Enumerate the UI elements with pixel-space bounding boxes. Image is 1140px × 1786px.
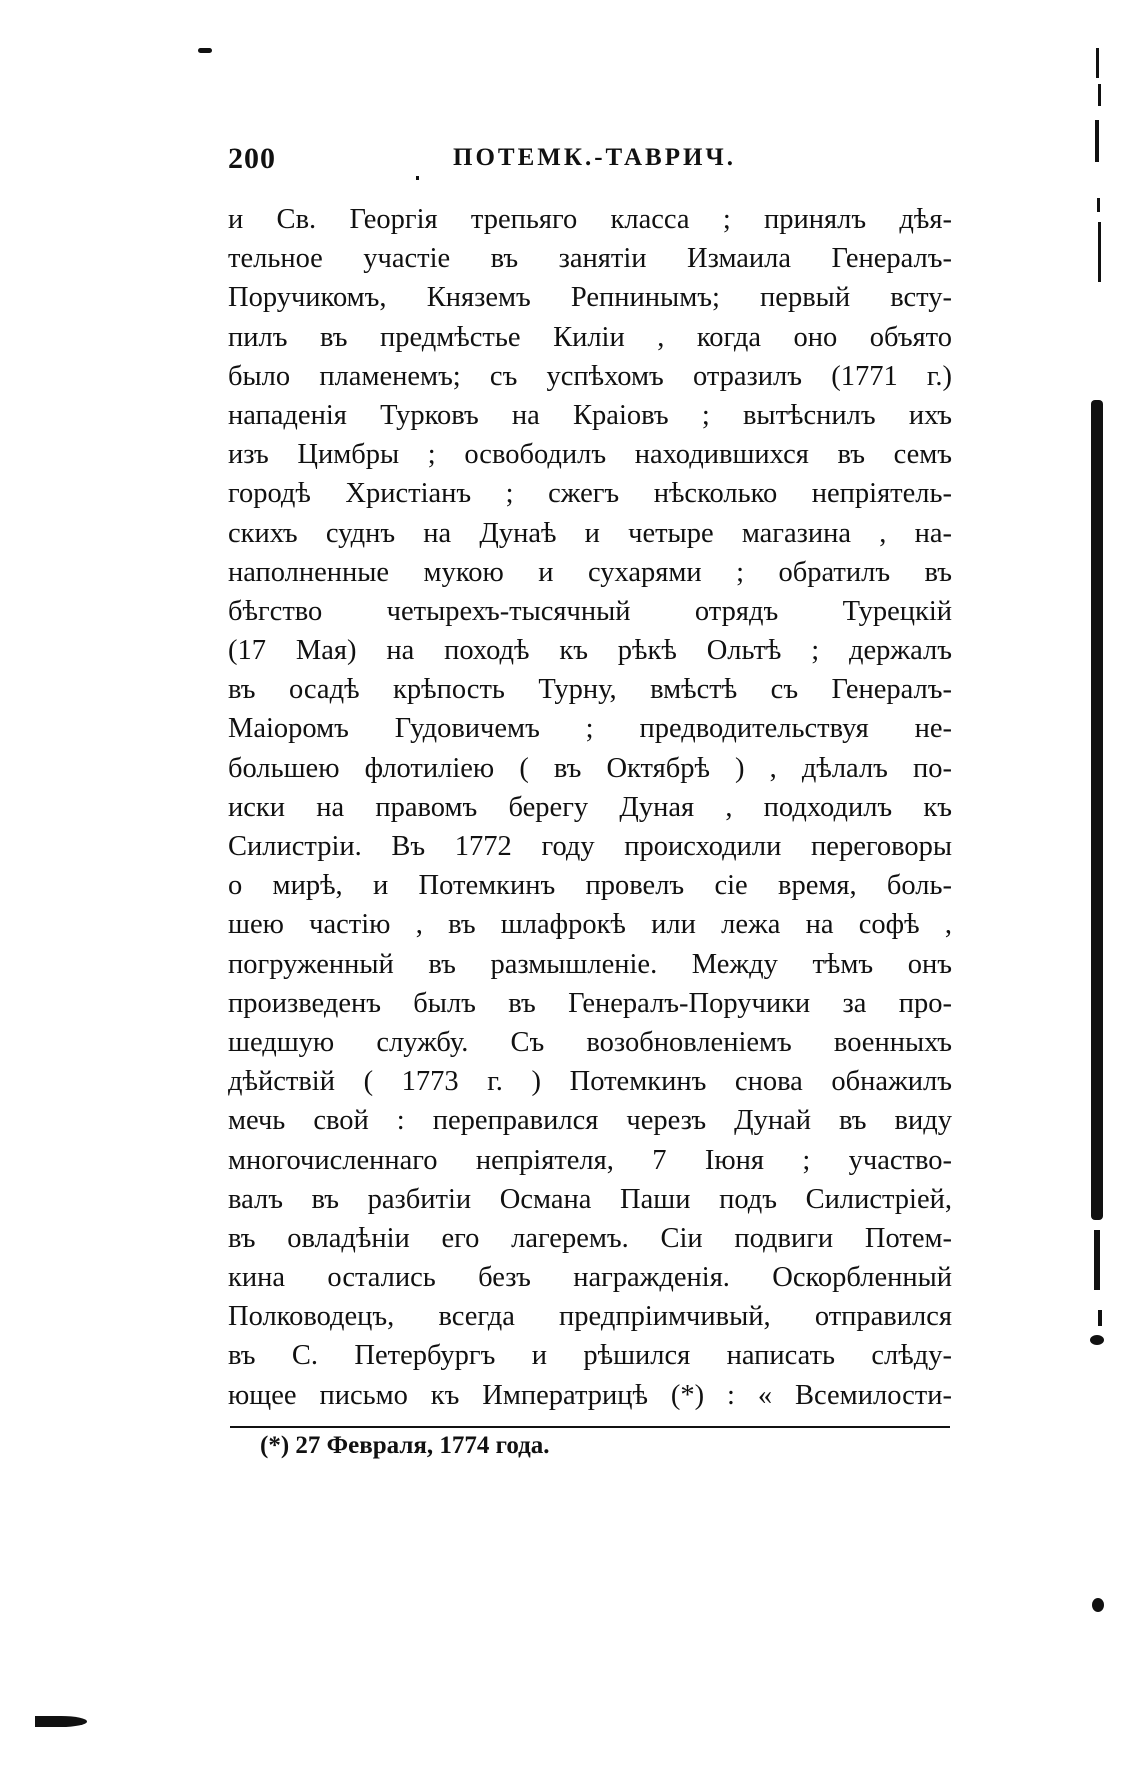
- scan-mark-edge: [1090, 1335, 1104, 1345]
- text-line: шедшую службу. Съ возобновленіемъ военныхъ: [228, 1026, 952, 1058]
- page-number: 200: [228, 142, 276, 175]
- text-line: въ овладѣніи его лагеремъ. Сіи подвиги Потем-: [228, 1222, 952, 1254]
- text-line: шею частію , въ шлафрокѣ или лежа на софѣ ,: [228, 909, 952, 941]
- text-line: въ С. Петербургъ и рѣшился написать слѣду-: [228, 1340, 952, 1372]
- text-line: было пламенемъ; съ успѣхомъ отразилъ (1771 г.): [228, 360, 952, 392]
- text-line: скихъ суднъ на Дунаѣ и четыре магазина , на-: [228, 517, 952, 549]
- scan-mark-edge: [1094, 1230, 1100, 1290]
- text-line: Полководецъ, всегда предпріимчивый, отправился: [228, 1301, 952, 1333]
- scan-mark-edge: [1096, 48, 1099, 78]
- text-line: въ осадѣ крѣпость Турну, вмѣстѣ съ Генералъ-: [228, 674, 952, 706]
- text-line: произведенъ былъ въ Генералъ-Поручики за про-: [228, 987, 952, 1019]
- text-line: валъ въ разбитіи Османа Паши подъ Силистріей,: [228, 1183, 952, 1215]
- text-line: большею флотиліею ( въ Октябрѣ ) , дѣлалъ по-: [228, 752, 952, 784]
- text-line: бѣгство четырехъ-тысячный отрядъ Турецкій: [228, 595, 952, 627]
- text-line: ющее письмо къ Императрицѣ (*) : « Всемилости-: [228, 1379, 952, 1411]
- text-line: нападенія Турковъ на Краіовъ ; вытѣснилъ ихъ: [228, 399, 952, 431]
- text-line: иски на правомъ берегу Дуная , подходилъ къ: [228, 791, 952, 823]
- scan-binding-shadow: [1091, 400, 1103, 1220]
- text-line: (17 Мая) на походѣ къ рѣкѣ Ольтѣ ; держалъ: [228, 635, 952, 667]
- scan-mark-top-left: [198, 48, 212, 53]
- text-line: о мирѣ, и Потемкинъ провелъ сіе время, боль-: [228, 870, 952, 902]
- text-line: многочисленнаго непріятеля, 7 Іюня ; участво-: [228, 1144, 952, 1176]
- body-text: [228, 200, 952, 1415]
- scan-mark-edge: [1095, 120, 1099, 162]
- footnote-rule: [230, 1426, 950, 1428]
- text-line: Маіоромъ Гудовичемъ ; предводительствуя не-: [228, 713, 952, 745]
- text-line: кина остались безъ награжденія. Оскорбленный: [228, 1262, 952, 1294]
- scan-mark-edge: [1098, 1310, 1102, 1326]
- scan-mark-edge: [1097, 198, 1100, 212]
- scan-mark-edge: [1092, 1598, 1104, 1612]
- text-line: Силистріи. Въ 1772 году происходили переговоры: [228, 831, 952, 862]
- text-line: городѣ Христіанъ ; сжегъ нѣсколько непріятель-: [228, 478, 952, 510]
- text-line: тельное участіе въ занятіи Измаила Генералъ-: [228, 243, 952, 275]
- text-line: дѣйствій ( 1773 г. ) Потемкинъ снова обнажилъ: [228, 1066, 952, 1098]
- text-line: изъ Цимбры ; освободилъ находившихся въ семъ: [228, 439, 952, 471]
- text-line: мечь свой : переправился черезъ Дунай въ виду: [228, 1105, 952, 1137]
- text-line: и Св. Георгія трепьяго класса ; принялъ дѣя-: [228, 204, 952, 235]
- text-line: погруженный въ размышленіе. Между тѣмъ онъ: [228, 948, 952, 980]
- text-line: пилъ въ предмѣстье Киліи , когда оно объято: [228, 321, 952, 353]
- text-line: Поручикомъ, Княземъ Репнинымъ; первый всту-: [228, 282, 952, 314]
- footnote: (*) 27 Февраля, 1774 года.: [260, 1432, 550, 1459]
- text-line: наполненные мукою и сухарями ; обратилъ въ: [228, 556, 952, 588]
- scan-mark-edge: [1098, 84, 1101, 106]
- scan-mark-bottom-left: [35, 1716, 87, 1727]
- scan-mark-edge: [1098, 1145, 1101, 1175]
- running-title: ПОТЕМК.-ТАВРИЧ.: [453, 144, 737, 171]
- scan-mark-edge: [1098, 222, 1101, 282]
- page-header: [228, 142, 948, 182]
